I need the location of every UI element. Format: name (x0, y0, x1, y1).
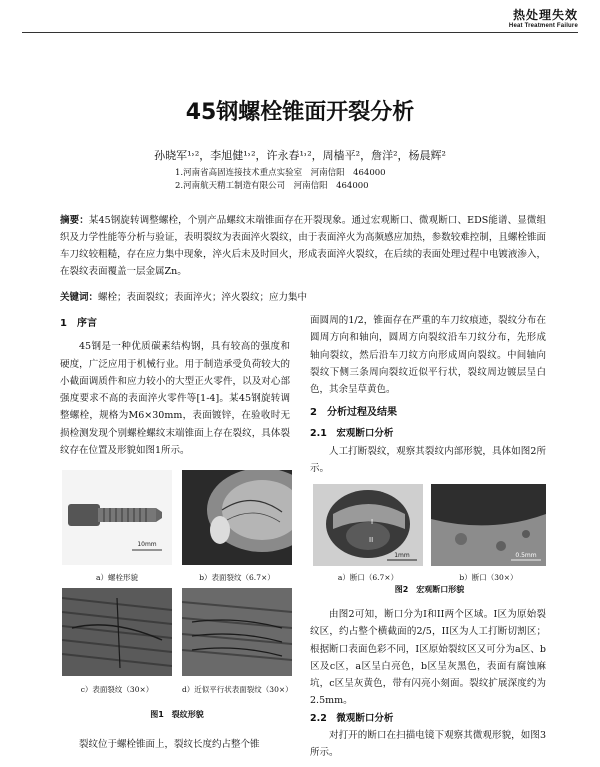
fig2-title: 图2 宏观断口形貌 (394, 585, 465, 594)
section-2 (310, 402, 546, 477)
left-tail-text (60, 736, 290, 753)
right-top-text (310, 312, 546, 398)
fig2a-caption: a）断口（6.7×） (337, 573, 399, 582)
fig1d-parallel-crack-image (182, 588, 292, 676)
fig1c-caption: c）表面裂纹（30×） (80, 685, 154, 694)
fig1-title: 图1 裂纹形貌 (150, 710, 204, 719)
fig1d-caption: d）近似平行状表面裂纹（30×） (182, 685, 293, 694)
left-tail-paragraph: 裂纹位于螺栓锥面上，裂纹长度约占整个锥 (79, 739, 260, 750)
fig2a-marker-II: II (369, 536, 374, 544)
intro-paragraph: 45钢是一种优质碳素结构钢，具有较高的强度和硬度，广泛应用于机械行业。用于制造承受负荷较大的小截面调质件和应力较小的大型正火零件，以及对心部强度要求不高的表面淬火零件等[1-4]。某45钢旋转调整螺栓，规格为M6×30mm，表面镀锌，在验收时无损检测发现个别螺栓螺纹末端锥面上存在裂纹，具体裂纹存在位置及形貌如图1所示。 (60, 341, 290, 457)
keywords-label: 关键词： (60, 292, 99, 303)
sec2-1-heading: 2.1 宏观断口分析 (310, 428, 394, 440)
sec2-2-heading: 2.2 微观断口分析 (310, 712, 394, 724)
affiliation-2: 2.河南航天精工制造有限公司 河南信阳 464000 (175, 181, 369, 191)
keywords (60, 289, 546, 303)
right-top-paragraph: 面圆周的1/2，锥面存在严重的车刀纹痕迹，裂纹分布在圆周方向和轴向，圆周方向裂纹沿车刀纹分布，先形成轴向裂纹，然后沿车刀纹方向形成周向裂纹。中间轴向裂纹下侧三条周向裂纹近似平行状，裂纹周边镀层呈白色，其余呈草黄色。 (310, 315, 546, 396)
sec2-1-paragraph: 人工打断裂纹，观察其裂纹内部形貌，具体如图2所示。 (310, 445, 546, 474)
fig1a-caption: a）螺栓形貌 (96, 573, 138, 582)
affiliation-1: 1.河南省高固连接技术重点实验室 河南信阳 464000 (175, 168, 386, 178)
author-list: 孙晓军¹˒²，李旭健¹˒²，许永春¹˒²，周樯平²，詹洋²，杨晨辉² (154, 149, 446, 162)
abstract-text: 某45钢旋转调整螺栓，个别产品螺纹末端锥面存在开裂现象。通过宏观断口、微观断口、EDS能谱、显微组织及力学性能等分析与验证，表明裂纹为表面淬火裂纹，由于表面淬火为高频感应加热，参数较难控制，且螺栓锥面车刀纹较粗糙，存在应力集中现象，淬火后未及时回火，形成表面淬火裂纹，在后续的表面处理过程中电镀液渗入，在裂纹表面覆盖一层金属Zn。 (60, 215, 546, 277)
sec2-fracture-paragraph: 由图2可知，断口分为I和II两个区域。I区为原始裂纹区，约占整个横截面的2/5，II区为人工打断切割区；根据断口表面色彩不同，I区原始裂纹区又可分为a区、b区及c区，a区呈白亮色，b区呈灰黑色，表面有腐蚀麻坑，c区呈灰黄色，带有闪亮小刻面。裂纹扩展深度约为2.5mm。 (310, 609, 546, 707)
abstract (60, 212, 546, 280)
header-rule (22, 32, 578, 33)
fig1b-caption: b）表面裂纹（6.7×） (199, 573, 275, 582)
intro-heading: 1 序言 (60, 318, 97, 329)
fig2b-fracture-image (431, 484, 546, 566)
fig2a-fracture-image (313, 484, 423, 566)
journal-header (509, 6, 578, 29)
sec2-2-paragraph: 对打开的断口在扫描电镜下观察其微观形貌，如图3所示。 (310, 730, 546, 759)
abstract-label: 摘要： (60, 215, 89, 226)
journal-title-en: Heat Treatment Failure (508, 23, 578, 29)
fig2b-scale-label: 0.5mm (515, 552, 537, 559)
fig1a-scale-label: 10mm (137, 541, 157, 548)
fig2a-scale-label: 1mm (394, 552, 410, 559)
intro-section (60, 315, 290, 459)
fig2b-caption: b）断口（30×） (459, 573, 518, 582)
fig1b-surface-crack-image (182, 470, 292, 565)
journal-title-cn: 热处理失效 (512, 8, 578, 22)
section-2-continued (310, 606, 546, 762)
keywords-text: 螺栓；表面裂纹；表面淬火；淬火裂纹；应力集中 (98, 292, 308, 303)
paper-title: 45钢螺栓锥面开裂分析 (185, 100, 415, 125)
fig1a-bolt-image (62, 470, 172, 565)
fig1c-surface-crack-image (62, 588, 172, 676)
fig2a-marker-I: I (371, 518, 374, 526)
sec2-heading: 2 分析过程及结果 (310, 407, 397, 418)
